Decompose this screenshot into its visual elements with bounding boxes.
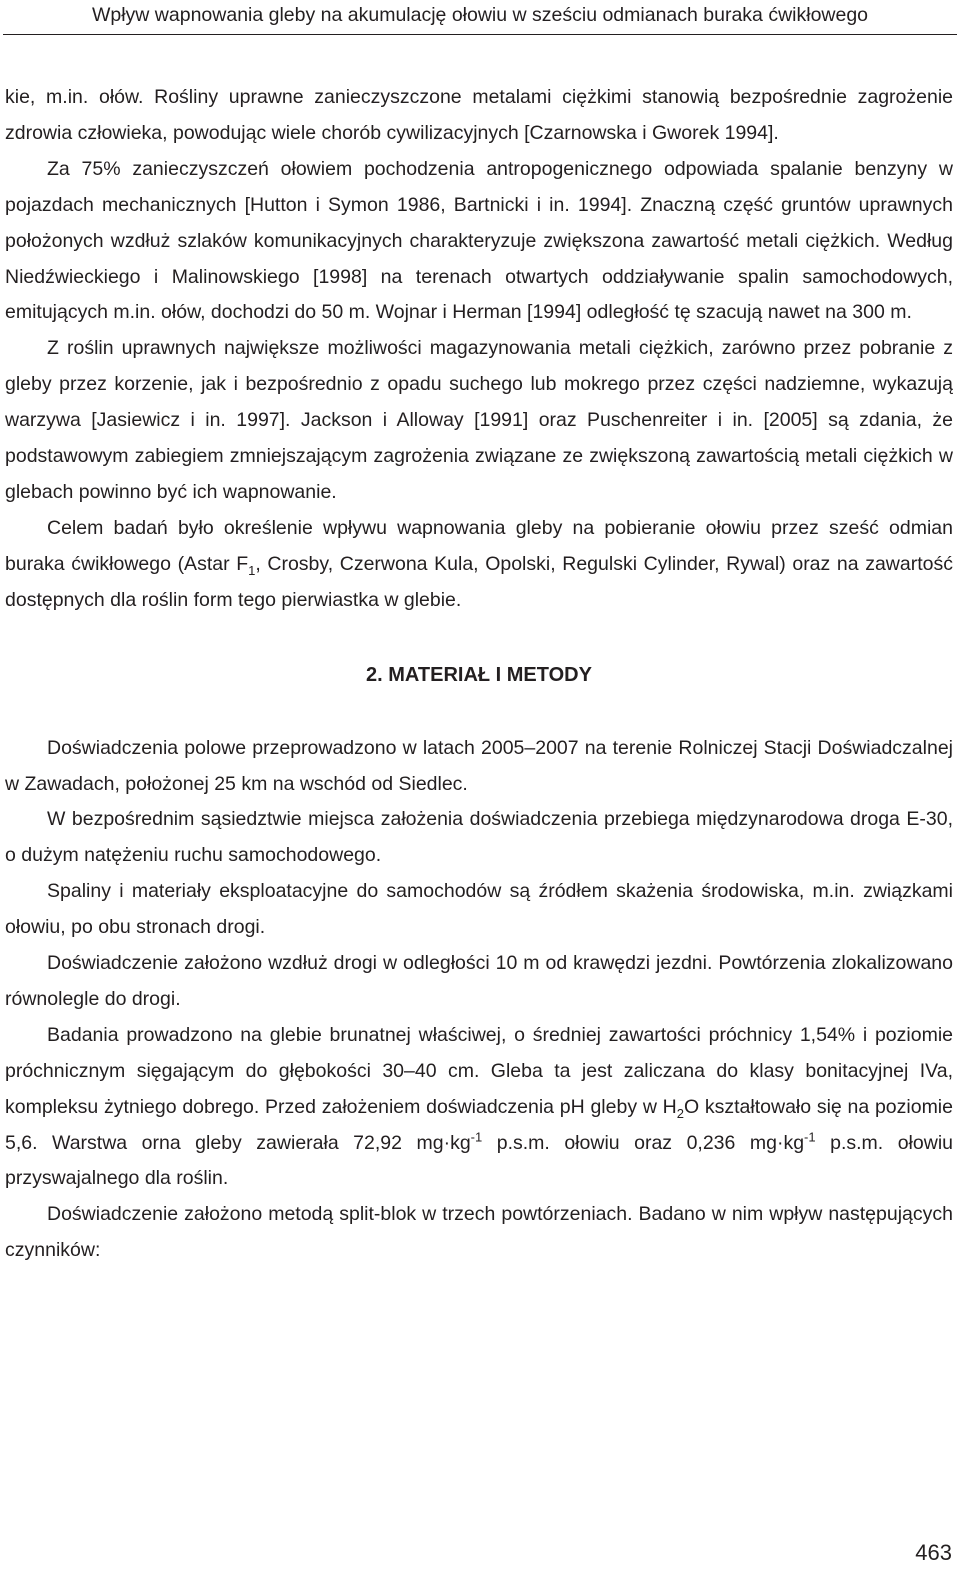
section-heading: 2. MATERIAŁ I METODY — [366, 663, 592, 686]
page-number: 463 — [915, 1540, 952, 1565]
paragraph-9-text-a: Badania prowadzono na glebie brunatnej właściwej, o średniej zawartości próchnicy 1,54% i poziomie próchnicznym sięgającym do głębokości 30–40 cm. Gleba ta jest zaliczana do klasy bonitacyjnej IVa, kompleksu żytniego dobrego. Przed założeniem doświadczenia pH gleby w H — [5, 1023, 953, 1118]
paragraph-9-superscript-2: -1 — [804, 1129, 816, 1145]
paragraph-4 — [5, 511, 953, 619]
paragraph-1: kie, m.in. ołów. Rośliny uprawne zanieczyszczone metalami ciężkimi stanowią bezpośrednie zagrożenie zdrowia człowieka, powodując wiele chorób cywilizacyjnych [Czarnowska i Gworek 1994]. — [5, 86, 953, 144]
paragraph-9 — [5, 1018, 953, 1198]
running-header: Wpływ wapnowania gleby na akumulację ołowiu w sześciu odmianach buraka ćwikłowego — [91, 4, 869, 26]
paragraph-8: Doświadczenie założono wzdłuż drogi w odległości 10 m od krawędzi jezdni. Powtórzenia zlokalizowano równolegle do drogi. — [5, 952, 953, 1010]
paragraph-7: Spaliny i materiały eksploatacyjne do samochodów są źródłem skażenia środowiska, m.in. związkami ołowiu, po obu stronach drogi. — [5, 880, 953, 939]
paragraph-5: Doświadczenia polowe przeprowadzono w latach 2005–2007 na terenie Rolniczej Stacji Doświadczalnej w Zawadach, położonej 25 km na wschód od Siedlec. — [5, 736, 953, 795]
paragraph-9-subscript: 2 — [676, 1105, 684, 1121]
paragraph-6: W bezpośrednim sąsiedztwie miejsca założenia doświadczenia przebiega międzynarodowa droga E-30, o dużym natężeniu ruchu samochodowego. — [5, 808, 953, 867]
paragraph-9-text-c: p.s.m. ołowiu oraz 0,236 mg·kg — [482, 1131, 805, 1154]
paragraph-4-text-a: Celem badań było określenie wpływu wapnowania gleby na pobieranie ołowiu przez sześć odmian buraka ćwikłowego (Astar F — [5, 516, 953, 575]
paragraph-2: Za 75% zanieczyszczeń ołowiem pochodzenia antropogenicznego odpowiada spalanie benzyny w pojazdach mechanicznych [Hutton i Symon 1986, Bartnicki i in. 1994]. Znaczną część gruntów uprawnych położonych wzdłuż szlaków komunikacyjnych charakteryzuje zwiększona zawartość metali ciężkich. Według Niedźwieckiego i Malinowskiego [1998] na terenach otwartych oddziaływanie spalin samochodowych, emitujących m.in. ołów, dochodzi do 50 m. Wojnar i Herman [1994] odległość tę szacują nawet na 300 m. — [5, 157, 953, 324]
body-text — [5, 80, 953, 1269]
paragraph-10: Doświadczenie założono metodą split-blok w trzech powtórzeniach. Badano w nim wpływ następujących czynników: — [5, 1203, 953, 1262]
paragraph-9-text-d: p.s.m. ołowiu przyswajalnego dla roślin. — [5, 1131, 953, 1190]
paragraph-4-text-b: , Crosby, Czerwona Kula, Opolski, Regulski Cylinder, Rywal) oraz na zawartość dostępnych dla roślin form tego pierwiastka w glebie. — [5, 552, 953, 611]
paragraph-4-subscript: 1 — [248, 562, 256, 578]
paragraph-3: Z roślin uprawnych największe możliwości magazynowania metali ciężkich, zarówno przez pobranie z gleby przez korzenie, jak i bezpośrednio z opadu suchego lub mokrego przez części nadziemne, wykazują warzywa [Jasiewicz i in. 1997]. Jackson i Alloway [1991] oraz Puschenreiter i in. [2005] są zdania, że podstawowym zabiegiem zmniejszającym zagrożenia związane ze zwiększoną zawartością metali ciężkich w glebach powinno być ich wapnowanie. — [5, 337, 953, 503]
paragraph-9-text-b: O kształtowało się na poziomie 5,6. Warstwa orna gleby zawierała 72,92 mg·kg — [5, 1095, 953, 1154]
header-rule — [3, 34, 957, 35]
paragraph-9-superscript-1: -1 — [470, 1129, 483, 1145]
